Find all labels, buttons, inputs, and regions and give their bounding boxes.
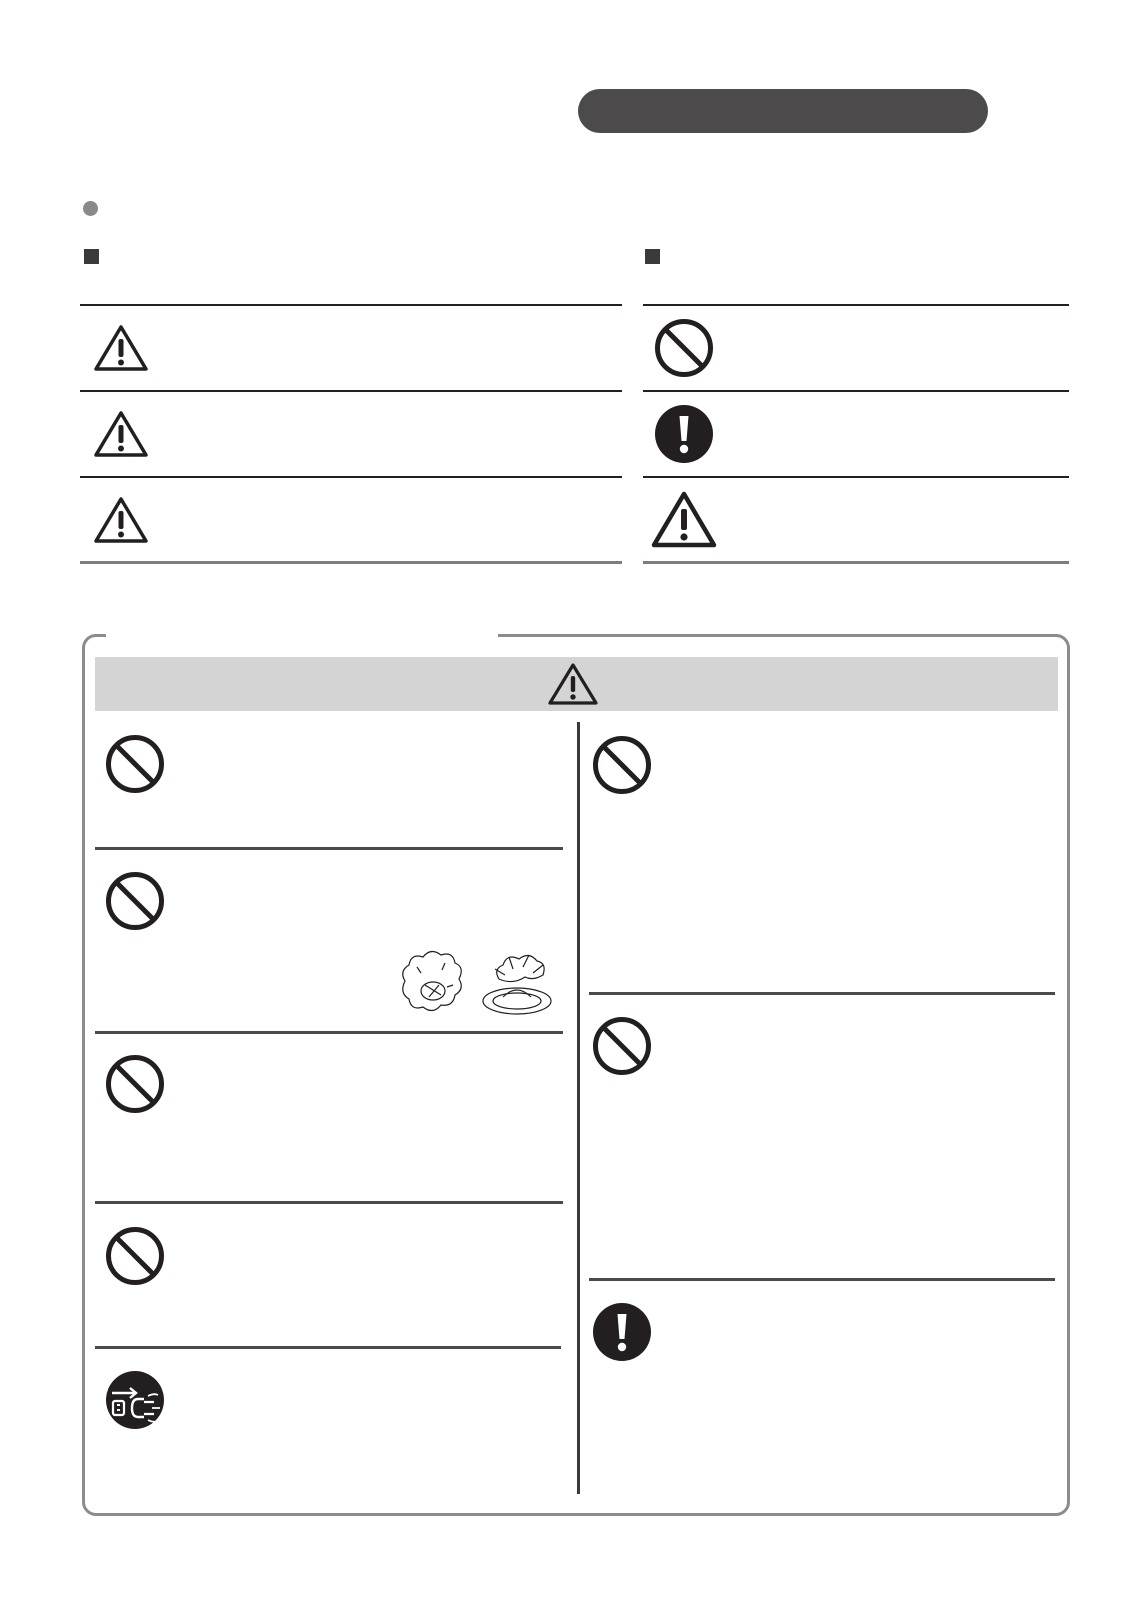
prohibition-icon <box>104 733 166 795</box>
prohibition-icon <box>104 1053 166 1115</box>
hazard-row <box>80 390 622 476</box>
burst-container-illustration <box>395 945 555 1023</box>
prohibition-icon <box>591 1015 653 1077</box>
caution-triangle-icon <box>643 490 725 550</box>
safety-item <box>588 722 1056 992</box>
warning-triangle-icon <box>547 662 599 706</box>
hazard-row <box>80 304 622 390</box>
safety-item <box>95 1349 565 1489</box>
symbol-row <box>643 390 1069 476</box>
safety-item <box>95 850 565 1030</box>
safety-item <box>588 995 1056 1278</box>
prohibition-icon <box>643 317 725 379</box>
safety-item <box>95 1034 565 1201</box>
unplug-icon <box>104 1369 166 1431</box>
hazard-row <box>80 476 622 564</box>
safety-item <box>95 722 565 847</box>
symbol-row <box>643 476 1069 564</box>
warning-triangle-icon <box>80 323 162 373</box>
safety-item <box>95 1204 565 1346</box>
warning-triangle-icon <box>80 495 162 545</box>
warning-banner <box>95 657 1058 711</box>
warning-triangle-icon <box>80 409 162 459</box>
symbol-row <box>643 304 1069 390</box>
square-bullet-icon <box>645 249 660 264</box>
bullet-dot-icon <box>83 201 98 216</box>
hazard-level-table <box>80 304 622 564</box>
prohibition-icon <box>104 1225 166 1287</box>
section-title-pill <box>578 89 988 133</box>
column-divider <box>577 722 580 1494</box>
symbol-meaning-table <box>643 304 1069 564</box>
prohibition-icon <box>591 734 653 796</box>
prohibition-icon <box>104 870 166 932</box>
square-bullet-icon <box>84 249 99 264</box>
panel-tab <box>106 628 498 640</box>
safety-item <box>588 1281 1056 1491</box>
mandatory-action-icon <box>591 1301 653 1363</box>
mandatory-action-icon <box>643 403 725 465</box>
